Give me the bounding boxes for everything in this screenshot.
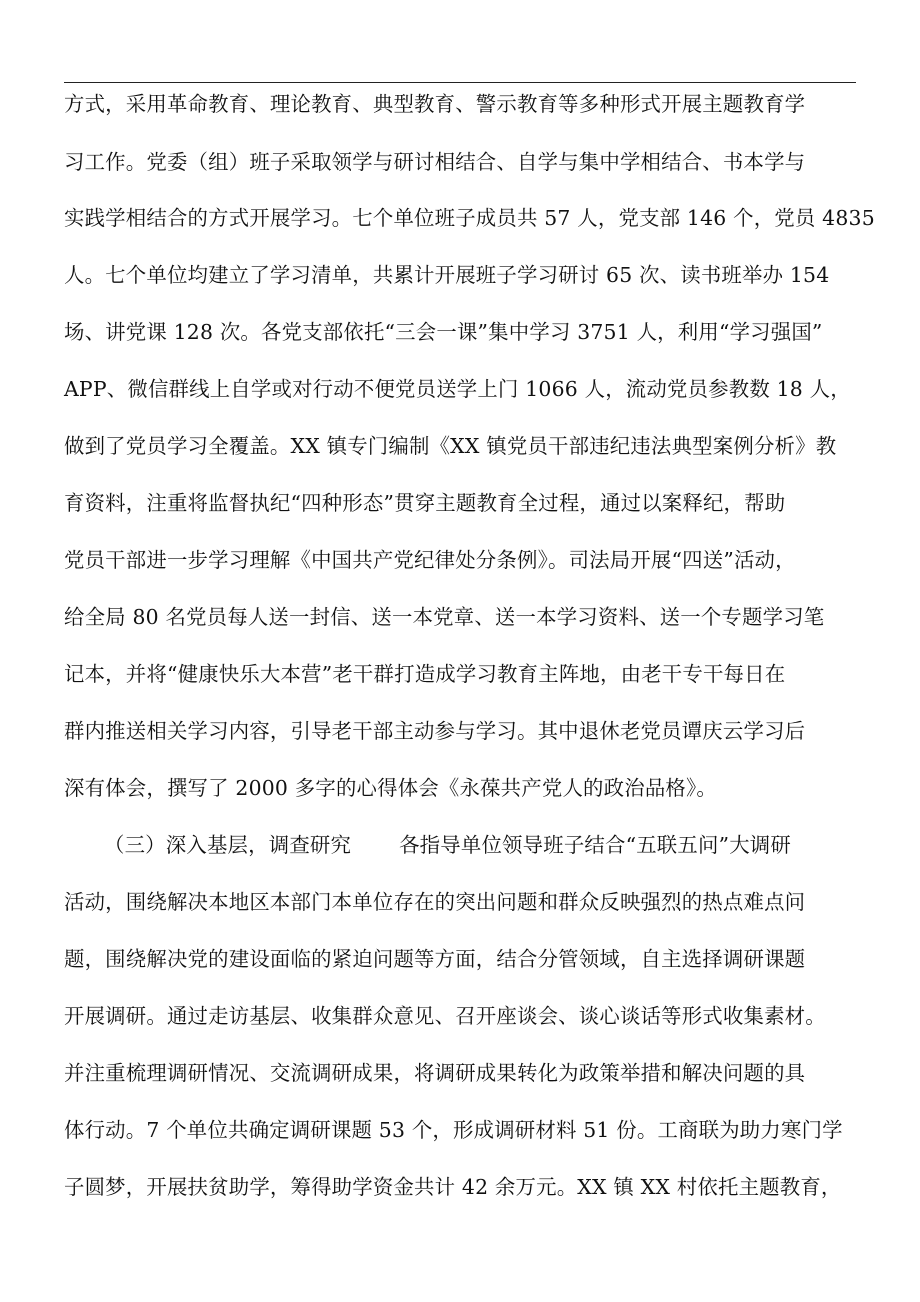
- section-3-first-line: [104, 825, 904, 865]
- header-rule: [64, 82, 856, 83]
- body-text-line: 体行动。7 个单位共确定调研课题 53 个，形成调研材料 51 份。工商联为助力寒门学: [64, 1118, 843, 1142]
- body-text-line: 深有体会，撰写了 2000 多字的心得体会《永葆共产党人的政治品格》。: [64, 776, 717, 800]
- body-text-line: 题，围绕解决党的建设面临的紧迫问题等方面，结合分管领域，自主选择调研课题: [64, 947, 806, 971]
- body-text-line: 做到了党员学习全覆盖。XX 镇专门编制《XX 镇党员干部违纪违法典型案例分析》教: [64, 434, 837, 458]
- body-text-line: 方式，采用革命教育、理论教育、典型教育、警示教育等多种形式开展主题教育学: [64, 92, 806, 116]
- body-text-line: 实践学相结合的方式开展学习。七个单位班子成员共 57 人，党支部 146 个，党员 4835: [64, 206, 875, 230]
- body-text-line: 开展调研。通过走访基层、收集群众意见、召开座谈会、谈心谈话等形式收集素材。: [64, 1004, 826, 1028]
- body-text-line: 群内推送相关学习内容，引导老干部主动参与学习。其中退休老党员谭庆云学习后: [64, 719, 806, 743]
- body-text-line: APP、微信群线上自学或对行动不便党员送学上门 1066 人，流动党员参教数 18 人，: [64, 377, 851, 401]
- body-text-line: 育资料，注重将监督执纪“四种形态”贯穿主题教育全过程，通过以案释纪，帮助: [64, 491, 786, 515]
- body-text-line: 并注重梳理调研情况、交流调研成果，将调研成果转化为政策举措和解决问题的具: [64, 1061, 806, 1085]
- section-3-text: 各指导单位领导班子结合“五联五问”大调研: [399, 833, 791, 857]
- body-text-line: 党员干部进一步学习理解《中国共产党纪律处分条例》。司法局开展“四送”活动，: [64, 548, 796, 572]
- body-text-line: 活动，围绕解决本地区本部门本单位存在的突出问题和群众反映强烈的热点难点问: [64, 890, 806, 914]
- body-text-line: 人。七个单位均建立了学习清单，共累计开展班子学习研讨 65 次、读书班举办 154: [64, 263, 830, 287]
- body-text-line: 给全局 80 名党员每人送一封信、送一本党章、送一本学习资料、送一个专题学习笔: [64, 605, 825, 629]
- section-3-heading: （三）深入基层，调查研究: [104, 833, 352, 857]
- body-text-line: 习工作。党委（组）班子采取领学与研讨相结合、自学与集中学相结合、书本学与: [64, 150, 806, 174]
- body-text-line: 场、讲党课 128 次。各党支部依托“三会一课”集中学习 3751 人，利用“学习强国”: [64, 320, 823, 344]
- body-text-line: 子圆梦，开展扶贫助学，筹得助学资金共计 42 余万元。XX 镇 XX 村依托主题教育，: [64, 1175, 842, 1199]
- body-text-line: 记本，并将“健康快乐大本营”老干群打造成学习教育主阵地，由老干专干每日在: [64, 662, 786, 686]
